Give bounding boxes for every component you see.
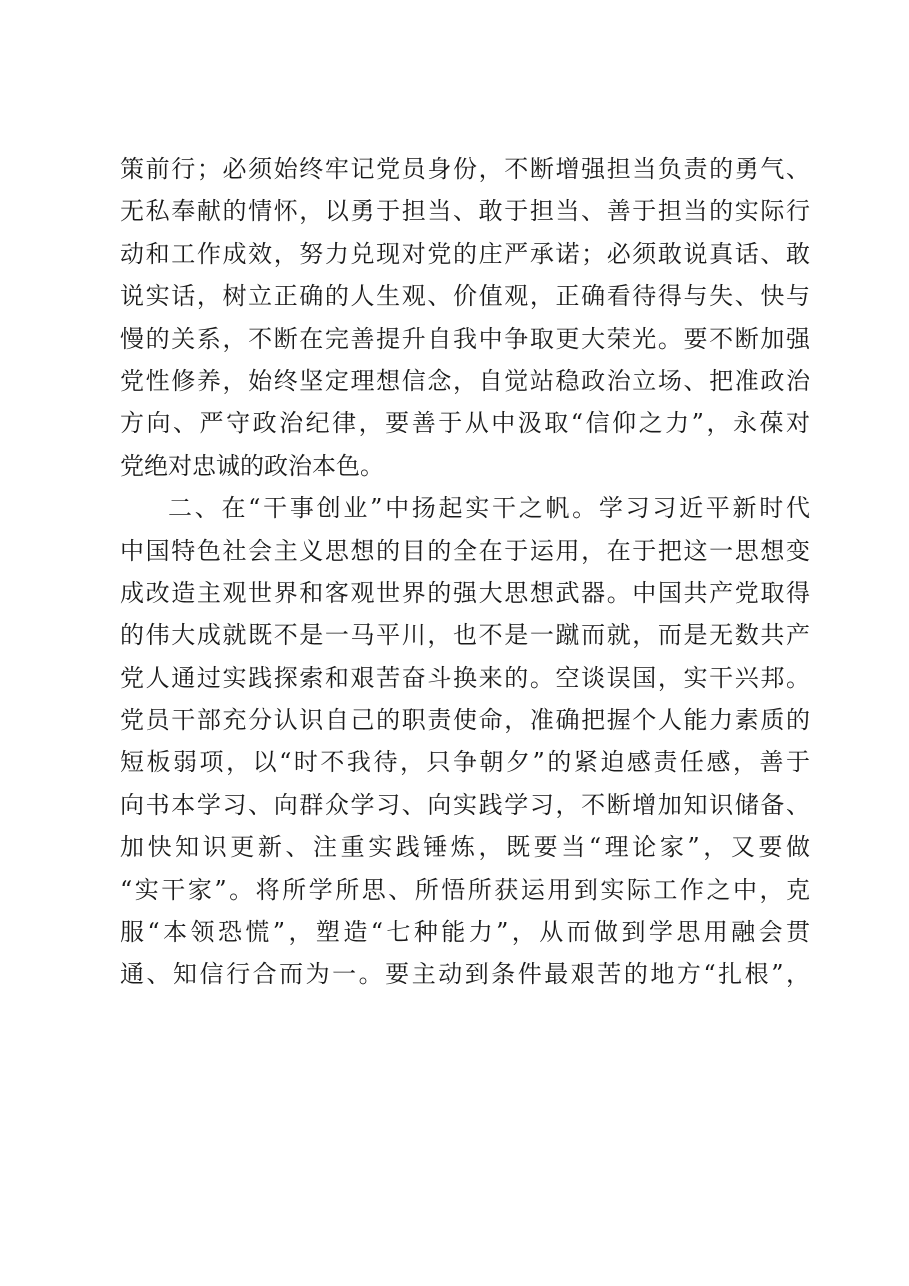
section-heading-line: 二、在“干事创业”中扬起实干之帆。学习习近平新时代	[168, 494, 810, 523]
text-line: 说实话，树立正确的人生观、价值观，正确看待得与失、快与	[120, 282, 810, 311]
text-line: 党员干部充分认识自己的职责使命，准确把握个人能力素质的	[120, 706, 810, 735]
text-line: 慢的关系，不断在完善提升自我中争取更大荣光。要不断加强	[120, 324, 810, 353]
text-line: 的伟大成就既不是一马平川，也不是一蹴而就，而是无数共产	[120, 621, 810, 650]
text-line: 加快知识更新、注重实践锤炼，既要当“理论家”，又要做	[120, 833, 810, 862]
text-line: 服“本领恐慌”，塑造“七种能力”，从而做到学思用融会贯	[120, 918, 810, 947]
text-line: 无私奉献的情怀，以勇于担当、敢于担当、善于担当的实际行	[120, 197, 810, 226]
text-line: 向书本学习、向群众学习、向实践学习，不断增加知识储备、	[120, 790, 810, 819]
text-line: 党性修养，始终坚定理想信念，自觉站稳政治立场、把准政治	[120, 366, 810, 395]
text-line: 方向、严守政治纪律，要善于从中汲取“信仰之力”，永葆对	[120, 409, 810, 438]
text-line: 策前行；必须始终牢记党员身份，不断增强担当负责的勇气、	[120, 155, 810, 183]
paragraph-end-line: 党绝对忠诚的政治本色。	[120, 451, 384, 480]
text-line: 成改造主观世界和客观世界的强大思想武器。中国共产党取得	[120, 578, 810, 607]
text-line: 中国特色社会主义思想的目的全在于运用，在于把这一思想变	[120, 536, 810, 565]
document-body	[120, 148, 810, 996]
text-line: 动和工作成效，努力兑现对党的庄严承诺；必须敢说真话、敢	[120, 239, 810, 268]
text-line: 通、知信行合而为一。要主动到条件最艰苦的地方“扎根”，	[120, 960, 810, 989]
text-line: 党人通过实践探索和艰苦奋斗换来的。空谈误国，实干兴邦。	[120, 663, 810, 692]
text-line: “实干家”。将所学所思、所悟所获运用到实际工作之中，克	[120, 875, 810, 904]
text-line: 短板弱项，以“时不我待，只争朝夕”的紧迫感责任感，善于	[120, 748, 810, 777]
